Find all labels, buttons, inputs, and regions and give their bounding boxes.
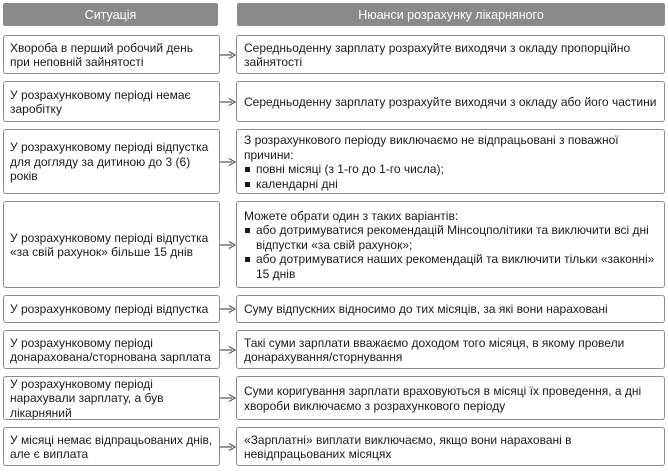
nuance-text: Середньоденну зарплату розрахуйте виходячи з окладу або його частини: [244, 94, 657, 109]
nuance-cell: [236, 427, 665, 466]
nuance-text: Такі суми зарплати вважаємо доходом того місяця, в якому провели донарахування/сторнування: [244, 335, 625, 364]
situation-text: У розрахунковому періоді донарахована/сторнована зарплата: [10, 335, 211, 364]
nuance-bullets: [244, 162, 658, 191]
nuance-cell: [236, 376, 665, 420]
situation-text: Хвороба в перший робочий день при неповній зайнятості: [10, 40, 193, 69]
list-item: або дотримуватися рекомендацій Мінсоцполітики та виключити всі дні відпустки «за свій рахунок»;: [244, 223, 658, 252]
nuance-cell: [236, 129, 665, 194]
situation-cell: [3, 35, 220, 74]
nuance-text: «Зарплатні» виплати виключаємо, якщо вони нараховані в невідпрацьованих місяцях: [244, 432, 572, 461]
situation-cell: [3, 376, 220, 420]
list-item: календарні дні: [244, 177, 658, 192]
situation-text: У розрахунковому періоді відпустка: [10, 302, 209, 317]
list-item: повні місяці (з 1-го до 1-го числа);: [244, 162, 658, 177]
nuance-cell: [236, 330, 665, 369]
table-row: [0, 427, 668, 466]
table-row: [0, 201, 668, 288]
nuance-text: Середньоденну зарплату розрахуйте виходячи з окладу пропорційно зайнятості: [244, 40, 631, 69]
situation-cell: [3, 201, 220, 288]
nuance-text: З розрахункового періоду виключаємо не відпрацьовані з поважної причини:: [244, 133, 619, 162]
situation-cell: [3, 81, 220, 122]
list-item: або дотримуватися наших рекомендацій та виключити тільки «законні» 15 днів: [244, 252, 658, 281]
table-row: [0, 295, 668, 323]
table-row: [0, 376, 668, 420]
header-nuances: Нюанси розрахунку лікарняного: [237, 3, 665, 26]
situation-text: У розрахунковому періоді відпустка «за свій рахунок» більше 15 днів: [10, 230, 209, 259]
arrow-right-icon: [220, 344, 236, 356]
table-row: [0, 129, 668, 194]
arrow-right-icon: [220, 441, 236, 453]
nuance-text: Суму відпускних відносимо до тих місяців, за які вони нараховані: [244, 302, 608, 317]
header-situation: Ситуація: [3, 3, 218, 26]
nuance-cell: [236, 201, 665, 288]
arrow-right-icon: [220, 96, 236, 108]
nuance-cell: [236, 35, 665, 74]
arrow-right-icon: [220, 303, 236, 315]
nuance-bullets: [244, 223, 658, 281]
table-row: [0, 35, 668, 74]
nuance-cell: [236, 81, 665, 122]
arrow-right-icon: [220, 392, 236, 404]
situation-text: У розрахунковому періоді нарахували зарплату, а був лікарняний: [10, 376, 164, 420]
arrow-right-icon: [220, 239, 236, 251]
situation-cell: [3, 129, 220, 194]
nuance-text: Можете обрати один з таких варіантів:: [244, 208, 459, 223]
table-row: [0, 330, 668, 369]
situation-text: У місяці немає відпрацьованих днів, але є виплата: [10, 432, 213, 461]
arrow-right-icon: [220, 49, 236, 61]
situation-cell: [3, 427, 220, 466]
situation-cell: [3, 295, 220, 323]
nuance-cell: [236, 295, 665, 323]
table-row: [0, 81, 668, 122]
situation-text: У розрахунковому періоді немає заробітку: [10, 87, 191, 116]
situation-cell: [3, 330, 220, 369]
nuance-text: Суми коригування зарплати враховуються в місяці їх проведення, а дні хвороби виключаємо з розрахункового періоду: [244, 384, 642, 413]
arrow-right-icon: [220, 156, 236, 168]
situation-text: У розрахунковому періоді відпустка для догляду за дитиною до 3 (6) років: [10, 140, 209, 184]
